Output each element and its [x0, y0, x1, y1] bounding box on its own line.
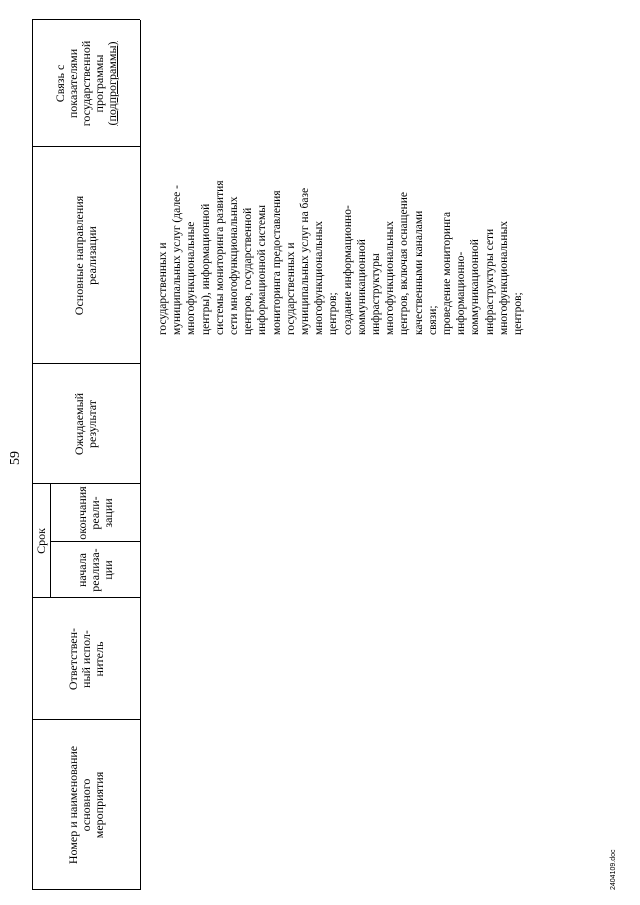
header-line: ции [100, 560, 115, 580]
text-line: проведение мониторинга [441, 211, 454, 335]
header-line: Основные направления [72, 195, 86, 316]
header-responsible [32, 598, 140, 720]
text-line: системы мониторинга развития [213, 180, 226, 335]
header-line: показателями [65, 48, 80, 119]
header-bottom-border [140, 20, 141, 890]
text-line: создание информационно- [341, 205, 354, 335]
text-line: муниципальных услуг (далее - [171, 185, 184, 335]
text-line: центров; [512, 292, 525, 335]
directions-text [156, 135, 525, 335]
text-line: многофункциональных [313, 220, 326, 335]
header-line: Связь с [52, 64, 67, 103]
text-line: информационно- [455, 251, 468, 335]
text-line: государственных и [157, 242, 169, 335]
header-link-indicators [32, 20, 140, 147]
header-line: зации [100, 498, 115, 528]
text-line: центров, включая оснащение [398, 192, 411, 335]
header-term-start [50, 542, 140, 598]
header-line: начала [74, 552, 89, 588]
header-expected-result [32, 364, 140, 484]
text-line: центров, государственной [242, 207, 255, 335]
header-line: Ответствен- [65, 627, 80, 691]
text-line: инфраструктуры [370, 253, 383, 335]
text-line: коммуникационной [355, 239, 368, 335]
header-line: программы [91, 54, 106, 113]
text-line: многофункциональные [185, 221, 198, 335]
text-line: центров; [327, 292, 340, 335]
text-line: качественными каналами [412, 210, 425, 335]
text-line: государственных и [284, 242, 297, 335]
page-number: 59 [8, 451, 23, 465]
header-line: ный испол- [78, 630, 93, 688]
header-number-name [32, 720, 140, 890]
header-line: реали- [87, 496, 102, 530]
header-line: результат [85, 399, 99, 449]
header-line: (подпрограммы) [104, 41, 119, 126]
header-line: реализа- [87, 548, 102, 592]
text-line: многофункциональных [384, 220, 397, 335]
text-line: многофункциональных [497, 220, 510, 335]
text-line: мониторинга предоставления [270, 190, 283, 335]
header-line: Ожидаемый [72, 392, 86, 456]
header-line: окончания [74, 486, 89, 540]
header-line: Срок [33, 528, 48, 554]
header-line: Номер и наименование [65, 745, 80, 865]
header-term-end [50, 484, 140, 542]
text-line: муниципальных услуг на базе [299, 187, 312, 335]
header-line: мероприятия [91, 771, 106, 839]
text-line: информационной системы [256, 204, 269, 335]
header-directions [32, 147, 140, 364]
text-line: коммуникационной [469, 239, 482, 335]
header-line: нитель [91, 641, 106, 677]
text-line: связи; [426, 305, 439, 335]
header-line: основного [78, 778, 93, 832]
header-line: реализации [85, 226, 99, 285]
text-line: сети многофункциональных [228, 196, 241, 335]
header-term [32, 484, 50, 598]
document-code: 2404109.doc [610, 849, 617, 890]
header-line: государственной [78, 40, 93, 127]
text-line: инфраструктуры сети [483, 228, 496, 335]
text-line: центры), информационной [199, 203, 212, 335]
